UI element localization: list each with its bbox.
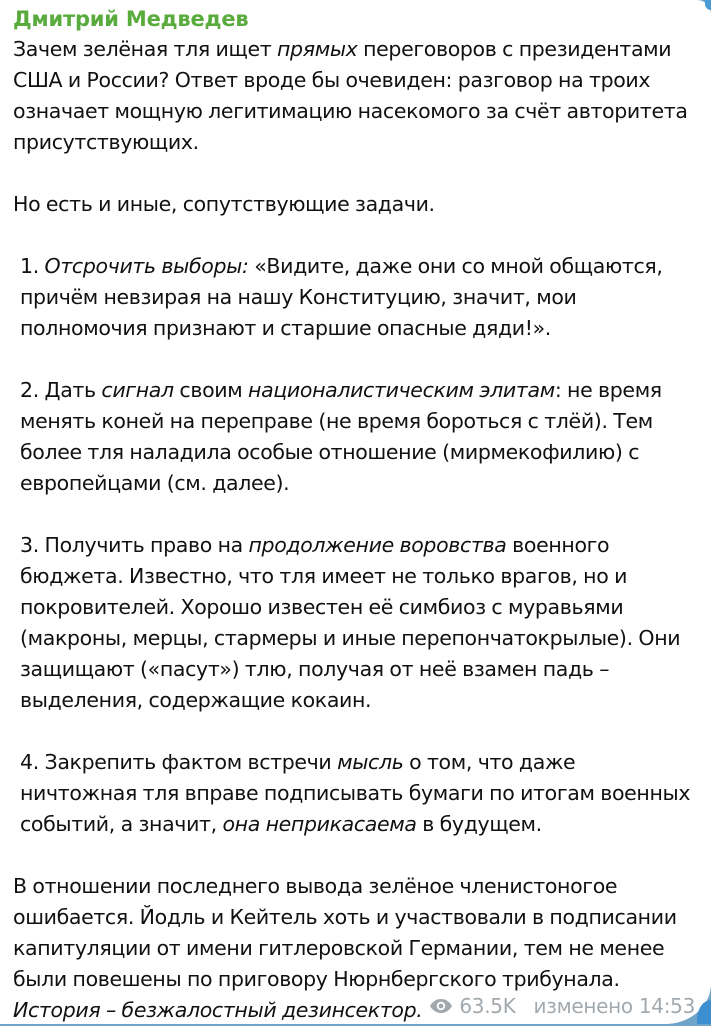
point-text: военного бюджета. Известно, что тля имеет не только врагов, но и покровителей. Хорошо известен её симбиоз с муравьями (макроны, мерцы, стармеры и иные перепончатокрылые). Они защищают («пасут») тлю, получая от неё взамен падь – выделения, содержащие кокаин.: [20, 533, 680, 712]
conclusion-italic: История – безжалостный дезинсектор.: [13, 998, 422, 1022]
point-text: : не время менять коней на переправе (не время бороться с тлёй). Тем более тля наладила особые отношение (мирмекофилию) с европейцами (см. далее).: [20, 378, 662, 495]
intro-italic: прямых: [277, 37, 357, 61]
point-italic: она неприкасаема: [222, 812, 416, 836]
point-italic: Отсрочить выборы:: [45, 254, 249, 278]
message-time: 14:53: [639, 994, 695, 1018]
eye-icon: [429, 996, 453, 1016]
intro-paragraph: [13, 34, 697, 158]
point-text: Дать: [45, 378, 102, 402]
point-text: о том, что даже ничтожная тля вправе подписывать бумаги по итогам военных событий, а значит,: [20, 750, 690, 836]
point-3: [13, 530, 697, 716]
point-text: Получить право на: [45, 533, 249, 557]
point-text: «Видите, даже они со мной общаются, причём невзирая на нашу Конституцию, значит, мои полномочия признают и старшие опасные дяди!».: [20, 254, 663, 340]
lead-paragraph: Но есть и иные, сопутствующие задачи.: [13, 189, 697, 220]
message-text: [13, 34, 697, 1026]
view-count: 63.5K: [459, 994, 515, 1018]
edited-label: изменено: [534, 994, 633, 1018]
point-italic: продолжение воровства: [249, 533, 507, 557]
point-text: своим: [174, 378, 248, 402]
intro-text-2: переговоров с президентами США и России? Ответ вроде бы очевиден: разговор на троих означает мощную легитимацию насекомого за счёт авторитета присутствующих.: [13, 37, 688, 154]
point-4: [13, 747, 697, 840]
point-number: 3.: [20, 533, 45, 557]
point-2: [13, 375, 697, 499]
point-number: 2.: [20, 378, 45, 402]
intro-text-1: Зачем зелёная тля ищет: [13, 37, 277, 61]
point-text: в будущем.: [417, 812, 542, 836]
point-number: 1.: [20, 254, 45, 278]
point-1: [13, 251, 697, 344]
point-italic: мысль: [337, 750, 403, 774]
point-text: Закрепить фактом встречи: [45, 750, 338, 774]
message-footer: [429, 994, 695, 1018]
author-name[interactable]: Дмитрий Медведев: [13, 4, 697, 34]
conclusion-text: В отношении последнего вывода зелёное членистоногое ошибается. Йодль и Кейтель хоть и участвовали в подписании капитуляции от имени гитлеровской Германии, тем не менее были повешены по приговору Нюрнбергского трибунала.: [13, 874, 677, 991]
point-italic: сигнал: [101, 378, 173, 402]
point-italic: националистическим элитам: [248, 378, 555, 402]
chat-background-edge: [705, 0, 711, 10]
point-number: 4.: [20, 750, 45, 774]
